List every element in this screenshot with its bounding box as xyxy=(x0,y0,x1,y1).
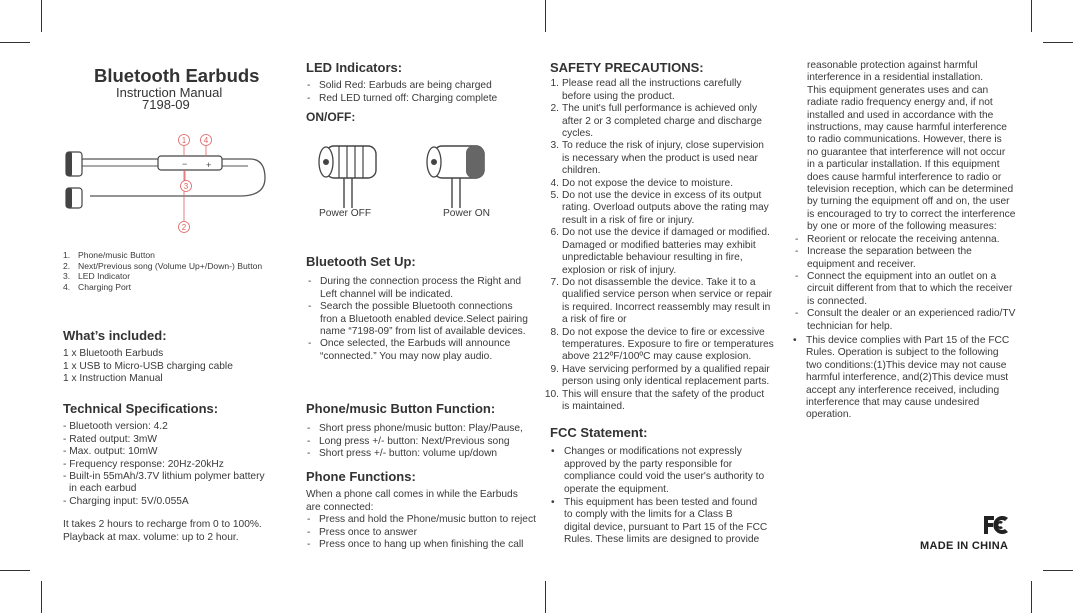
fcc-logo xyxy=(982,514,1010,536)
spec-item: - Max. output: 10mW xyxy=(63,446,158,458)
list-item: - Long press +/- button: Next/Previous song xyxy=(306,436,546,448)
crop-mark xyxy=(1043,570,1073,571)
earbud-power-off xyxy=(319,146,376,208)
list-item: - Search the possible Bluetooth connections fron a Bluetooth enabled device.Select pairing name “7198-09” from list of available devices. xyxy=(307,301,546,338)
paragraph-line: This equipment generates uses and can xyxy=(807,84,989,96)
list-item: • Changes or modifications not expressly approved by the party responsible for compliance could void the user's authority to operate the equipment. xyxy=(550,446,790,496)
svg-text:4: 4 xyxy=(203,136,209,145)
safety-item: 2. The unit's full performance is achieved only after 2 or 3 completed charge and discharge cycles. xyxy=(550,103,762,140)
paragraph-line: no guarantee that interference will not occur xyxy=(807,146,1006,158)
fcc-section xyxy=(550,427,790,548)
power-off-label: Power OFF xyxy=(319,208,372,219)
spec-item: - Bluetooth version: 4.2 xyxy=(63,421,168,433)
safety-item: 3. To reduce the risk of injury, close supervision is necessary when the product is used near children. xyxy=(550,140,764,177)
list-item: - Connect the equipment into an outlet on a circuit different from that to which the receiver is connected. xyxy=(794,271,1037,308)
list-item: 3. LED Indicator xyxy=(63,271,131,282)
list-item: • This device complies with Part 15 of the FCC Rules. Operation is subject to the following two conditions:(1)This device may not cause harmful interference, and(2)This device must accept any interference received, including interference that may cause undesired operation. xyxy=(792,335,1037,422)
inline-remote xyxy=(158,156,222,170)
section-heading: FCC Statement: xyxy=(550,425,648,440)
section-heading: LED Indicators: xyxy=(306,60,403,75)
svg-text:+: + xyxy=(206,160,212,170)
safety-item: 6. Do not use the device if damaged or modified. Damaged or modified batteries may exhibit unpredictable behaviour resulting in fire, explosion or risk of injury. xyxy=(550,227,770,276)
paragraph-line: reasonable protection against harmful xyxy=(807,60,978,71)
safety-item: 5. Do not use the device in excess of its output rating. Overload outputs above the rating may result in a risk of fire or injury. xyxy=(550,190,769,226)
crop-mark xyxy=(1031,0,1032,32)
paragraph-line: television reception, which can be determined xyxy=(807,184,1014,196)
paragraph-line: does cause harmful interference to radio or xyxy=(807,171,1002,183)
svg-text:−: − xyxy=(182,159,188,169)
earbud-power-on xyxy=(427,146,484,208)
spec-item: in each earbud xyxy=(69,483,137,495)
list-item: - Short press phone/music button: Play/Pause, xyxy=(306,423,546,435)
safety-item: 9. Have servicing performed by a qualified repair person using only identical replacement parts. xyxy=(550,363,770,388)
section-heading: ON/OFF: xyxy=(306,110,356,125)
list-item: 1. Phone/music Button xyxy=(63,250,155,260)
safety-item: 7. Do not disassemble the device. Take it to a qualified service person when service or repair is required. Incorrect reassembly may result in a risk of fire or xyxy=(550,276,773,326)
crop-mark xyxy=(545,0,546,32)
safety-item: 8. Do not expose the device to fire or excessive temperatures. Exposure to fire or temperatures above 212ºF/100ºC may cause explosion. xyxy=(550,326,774,363)
safety-item: 4. Do not expose the device to moisture. xyxy=(550,177,734,189)
specs-section xyxy=(63,403,288,544)
paragraph-line: instructions, may cause harmful interference xyxy=(807,122,1007,134)
svg-text:1: 1 xyxy=(181,136,187,145)
section-heading: Phone Functions: xyxy=(306,469,416,484)
included-section xyxy=(63,330,283,386)
section-heading: SAFETY PRECAUTIONS: xyxy=(550,60,704,75)
fcc-continued xyxy=(792,60,1037,423)
spec-item: - Charging input: 5V/0.055A xyxy=(63,495,189,507)
paragraph-line: to radio communications. However, there is xyxy=(807,134,1002,146)
paragraph-line: by one or more of the following measures: xyxy=(807,221,997,233)
svg-text:FC: FC xyxy=(982,514,984,515)
list-item: • This equipment has been tested and found to comply with the limits for a Class B digital device, pursuant to Part 15 of the FCC Rules. These limits are designed to provide xyxy=(550,497,790,547)
paragraph-line: by turning the equipment off and on, the user xyxy=(807,196,1010,208)
safety-section xyxy=(537,62,787,413)
list-item: 4. Charging Port xyxy=(63,281,132,292)
list-item: - Reorient or relocate the receiving antenna. xyxy=(794,234,1037,246)
list-item: - Press once to answer xyxy=(306,527,551,539)
button-function-section xyxy=(306,403,546,461)
power-diagram xyxy=(306,136,516,208)
power-on-label: Power ON xyxy=(443,208,490,219)
earbuds-diagram xyxy=(60,128,275,238)
paragraph-line: is encouraged to try to correct the interference xyxy=(807,208,1016,220)
svg-text:2: 2 xyxy=(181,223,187,232)
crop-mark xyxy=(1043,42,1073,43)
intro-text: When a phone call comes in while the Earbuds xyxy=(306,489,518,501)
crop-mark xyxy=(0,42,30,43)
list-item: - Once selected, the Earbuds will announce “connected.” You may now play audio. xyxy=(307,338,546,363)
list-item: - Consult the dealer or an experienced radio/TV technician for help. xyxy=(794,308,1037,333)
made-in-china: MADE IN CHINA xyxy=(920,540,1009,552)
parts-list xyxy=(63,250,278,292)
list-item: - Increase the separation between the equipment and receiver. xyxy=(794,246,1037,271)
paragraph-line: in a particular installation. If this equipment xyxy=(807,159,1000,171)
section-heading: Technical Specifications: xyxy=(63,401,219,416)
section-heading: Phone/music Button Function: xyxy=(306,401,496,416)
spec-item: - Built-in 55mAh/3.7V lithium polymer battery xyxy=(63,471,265,483)
list-item: 2. Next/Previous song (Volume Up+/Down-) Button xyxy=(63,260,263,271)
list-item: 1 x Instruction Manual xyxy=(63,373,163,385)
setup-section xyxy=(306,256,546,363)
crop-mark xyxy=(41,581,42,613)
list-item: 1 x Bluetooth Earbuds xyxy=(63,348,164,360)
led-section xyxy=(306,62,546,130)
phone-functions-section xyxy=(306,471,551,551)
crop-mark xyxy=(545,581,546,613)
svg-text:3: 3 xyxy=(183,182,189,191)
section-heading: Bluetooth Set Up: xyxy=(306,254,416,269)
intro-text: are connected: xyxy=(306,501,374,513)
paragraph-line: interference in a residential installation. xyxy=(807,72,984,84)
crop-mark xyxy=(0,570,30,571)
safety-item: 1. Please read all the instructions carefully before using the product. xyxy=(550,78,742,102)
safety-item: 10. This will ensure that the safety of the product is maintained. xyxy=(544,388,765,412)
crop-mark xyxy=(1031,581,1032,613)
document-title: Bluetooth Earbuds xyxy=(94,65,260,86)
spec-item: - Rated output: 3mW xyxy=(63,433,157,445)
list-item: - Press once to hang up when finishing the call xyxy=(306,539,551,551)
list-item: - Solid Red: Earbuds are being charged xyxy=(306,80,546,92)
list-item: - Short press +/- button: volume up/down xyxy=(306,448,546,460)
charge-note: It takes 2 hours to recharge from 0 to 100%. xyxy=(63,519,262,531)
model-number: 7198-09 xyxy=(142,97,190,112)
list-item: - During the connection process the Right and Left channel will be indicated. xyxy=(307,276,546,301)
paragraph-line: radiate radio frequency energy and, if not xyxy=(807,97,993,109)
list-item: - Red LED turned off: Charging complete xyxy=(306,93,546,105)
list-item: - Press and hold the Phone/music button to reject xyxy=(306,514,551,526)
document-subtitle: Instruction Manual xyxy=(116,85,223,100)
section-heading: What’s included: xyxy=(63,328,167,343)
paragraph-line: installed and used in accordance with the xyxy=(807,109,994,121)
list-item: 1 x USB to Micro-USB charging cable xyxy=(63,360,233,372)
crop-mark xyxy=(41,0,42,32)
spec-item: - Frequency response: 20Hz-20kHz xyxy=(63,458,224,470)
charge-note: Playback at max. volume: up to 2 hour. xyxy=(63,531,239,543)
